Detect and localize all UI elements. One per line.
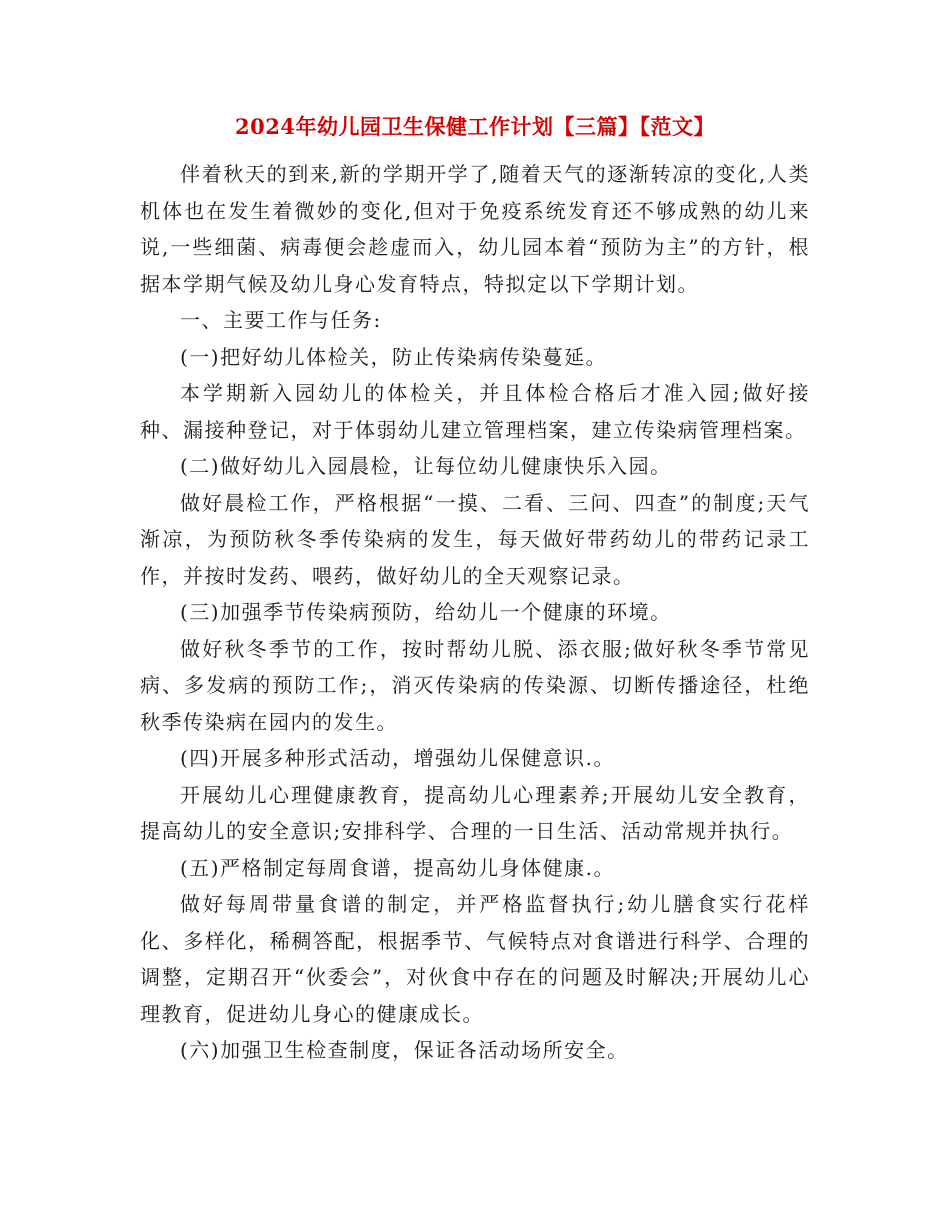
paragraph-item-3-heading: (三)加强季节传染病预防，给幼儿一个健康的环境。 <box>180 600 672 624</box>
paragraph-item-5-body: 做好每周带量食谱的制定，并严格监督执行;幼儿膳食实行花样化、多样化，稀稠答配，根据季节、气候特点对食谱进行科学、合理的调整，定期召开“伙委会”，对伙食中存在的问题及时解决;开展幼儿心理教育，促进幼儿身心的健康成长。 <box>140 892 810 1026</box>
paragraph-intro: 伴着秋天的到来,新的学期开学了,随着天气的逐渐转凉的变化,人类机体也在发生着微妙的变化,但对于免疫系统发育还不够成熟的幼儿来说,一些细菌、病毒便会趁虚而入，幼儿园本着“预防为主”的方针，根据本学期气候及幼儿身心发育特点，特拟定以下学期计划。 <box>140 162 810 296</box>
document-title: 2024年幼儿园卫生保健工作计划【三篇】【范文】 <box>235 114 715 139</box>
paragraph-item-2-heading: (二)做好幼儿入园晨检，让每位幼儿健康快乐入园。 <box>180 454 672 478</box>
paragraph-item-2-body: 做好晨检工作，严格根据“一摸、二看、三问、四查”的制度;天气渐凉，为预防秋冬季传染病的发生，每天做好带药幼儿的带药记录工作，并按时发药、喂药，做好幼儿的全天观察记录。 <box>140 490 810 588</box>
paragraph-item-5-heading: (五)严格制定每周食谱，提高幼儿身体健康.。 <box>180 855 615 880</box>
paragraph-item-4-heading: (四)开展多种形式活动，增强幼儿保健意识.。 <box>180 746 615 770</box>
paragraph-section-heading: 一、主要工作与任务: <box>180 308 382 332</box>
paragraph-item-1-body: 本学期新入园幼儿的体检关，并且体检合格后才准入园;做好接种、漏接种登记，对于体弱幼儿建立管理档案，建立传染病管理档案。 <box>140 381 810 442</box>
paragraph-item-3-body: 做好秋冬季节的工作，按时帮幼儿脱、添衣服;做好秋冬季节常见病、多发病的预防工作;，消灭传染病的传染源、切断传播途径，杜绝秋季传染病在园内的发生。 <box>140 636 810 734</box>
paragraph-item-4-body: 开展幼儿心理健康教育，提高幼儿心理素养;开展幼儿安全教育，提高幼儿的安全意识;安排科学、合理的一日生活、活动常规并执行。 <box>140 782 810 843</box>
paragraph-item-6-heading: (六)加强卫生检查制度，保证各活动场所安全。 <box>180 1038 629 1062</box>
paragraph-item-1-heading: (一)把好幼儿体检关，防止传染病传染蔓延。 <box>180 344 608 369</box>
